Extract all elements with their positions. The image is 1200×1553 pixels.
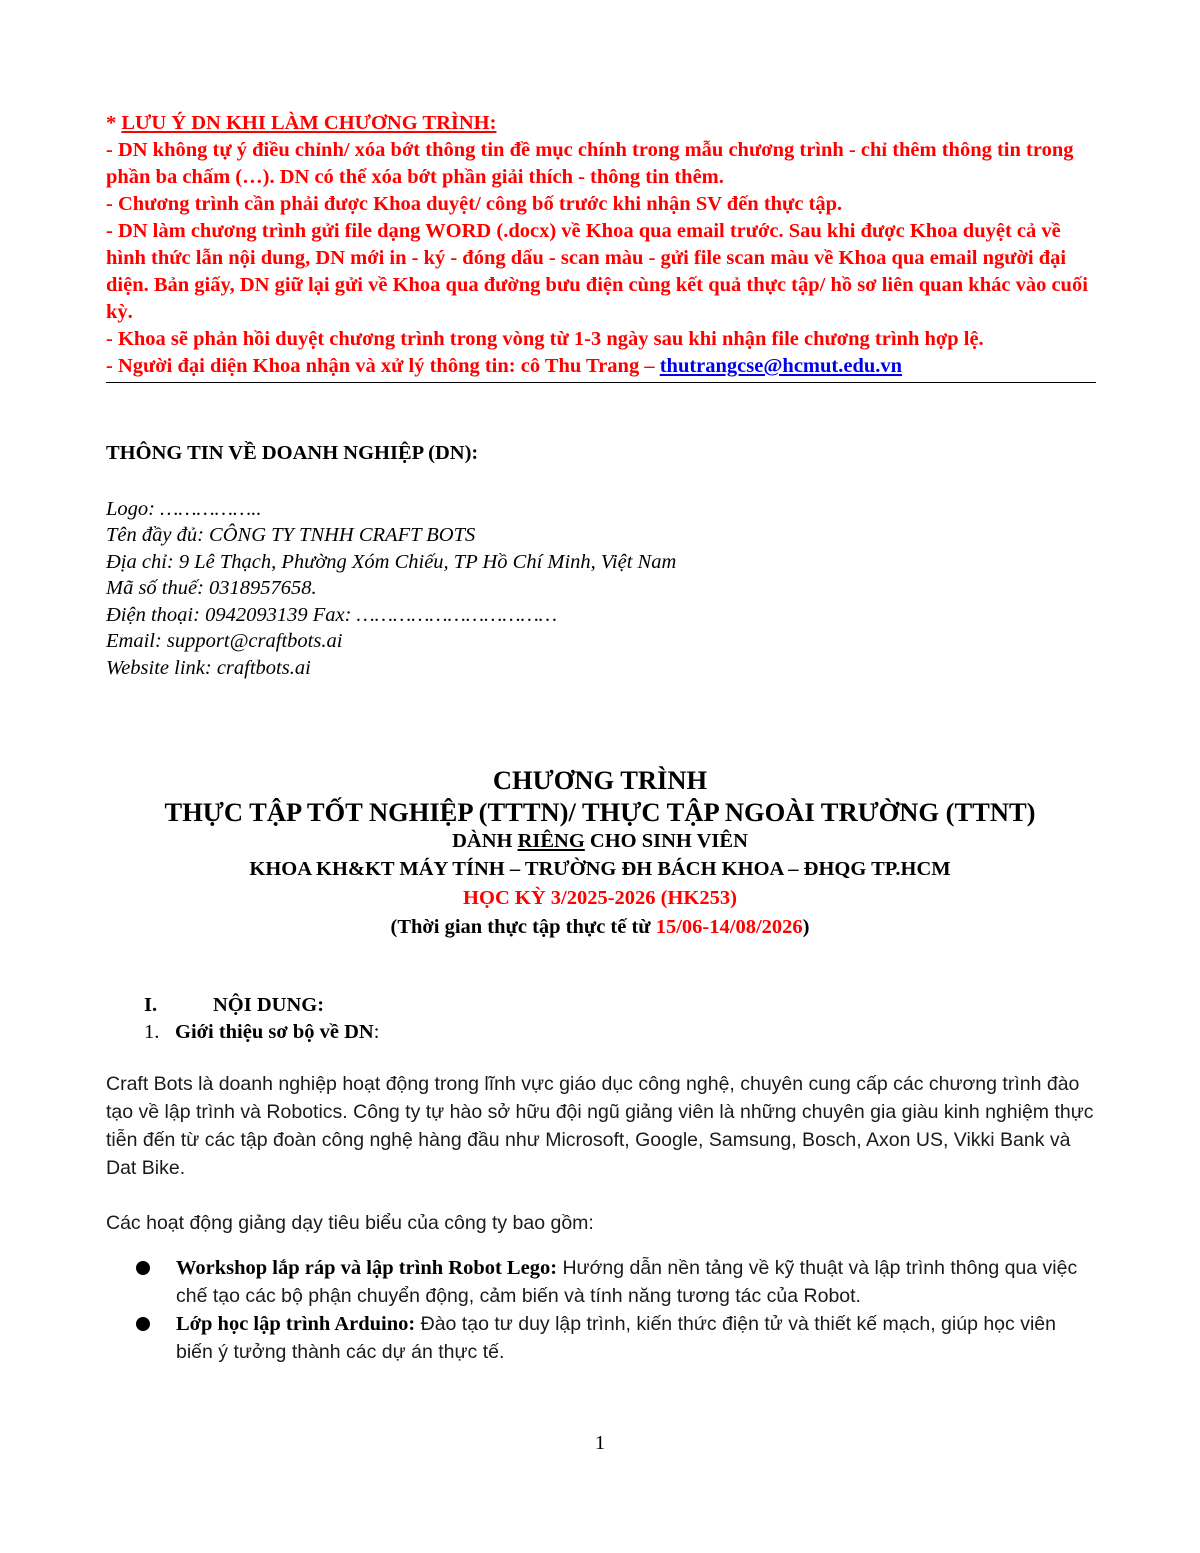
notice-heading: * LƯU Ý DN KHI LÀM CHƯƠNG TRÌNH: — [106, 112, 497, 134]
company-email: Email: support@craftbots.ai — [106, 630, 343, 652]
company-address: Địa chỉ: 9 Lê Thạch, Phường Xóm Chiếu, TP Hồ Chí Minh, Việt Nam — [106, 550, 677, 573]
activities-list — [106, 1254, 1096, 1366]
title-line-3: DÀNH RIÊNG CHO SINH VIÊN — [452, 830, 748, 852]
notice-line: - DN làm chương trình gửi file dạng WORD (.docx) về Khoa qua email trước. Sau khi được Khoa duyệt cả về hình thức lẫn nội dung, DN mới in - ký - đóng dấu - scan màu - gửi file scan màu về Khoa qua email người đại diện. Bản giấy, DN giữ lại gửi về Khoa qua đường bưu điện cùng kết quả thực tập/ hồ sơ liên quan khác vào cuối kỳ. — [106, 220, 1088, 323]
page-number: 1 — [594, 1432, 606, 1454]
list-item — [106, 1254, 1096, 1310]
company-full-name: Tên đầy đủ: CÔNG TY TNHH CRAFT BOTS — [106, 524, 476, 546]
bullet-icon — [106, 1254, 176, 1310]
intro-paragraph: Craft Bots là doanh nghiệp hoạt động trong lĩnh vực giáo dục công nghệ, chuyên cung cấp các chương trình đào tạo về lập trình và Robotics. Công ty tự hào sở hữu đội ngũ giảng viên là những chuyên gia giàu kinh nghiệm thực tiễn đến từ các tập đoàn công nghệ hàng đầu như Microsoft, Google, Samsung, Bosch, Axon US, Vikki Bank và Dat Bike. — [106, 1073, 1094, 1179]
contact-email-link[interactable]: thutrangcse@hcmut.edu.vn — [659, 355, 903, 377]
notice-line: - Chương trình cần phải được Khoa duyệt/ công bố trước khi nhận SV đến thực tập. — [106, 193, 843, 215]
company-phone: Điện thoại: 0942093139 Fax: …………………………… — [106, 603, 558, 626]
bullet-icon — [106, 1310, 176, 1366]
title-line-2: THỰC TẬP TỐT NGHIỆP (TTTN)/ THỰC TẬP NGOÀI TRƯỜNG (TTNT) — [164, 797, 1036, 827]
list-item-title: Lớp học lập trình Arduino: — [176, 1313, 416, 1335]
section-title: NỘI DUNG: — [213, 994, 325, 1016]
company-info — [106, 440, 1096, 681]
content-section — [106, 992, 1096, 1046]
intro-paragraph: Các hoạt động giảng dạy tiêu biểu của công ty bao gồm: — [106, 1212, 594, 1234]
notice-line: - DN không tự ý điều chỉnh/ xóa bớt thông tin đề mục chính trong mẫu chương trình - chỉ thêm thông tin trong phần ba chấm (…). DN có thể xóa bớt phần giải thích - thông tin thêm. — [106, 139, 1074, 188]
notice-block — [106, 110, 1096, 383]
section-heading — [106, 992, 1096, 1019]
section-number: I. — [144, 994, 158, 1016]
list-item-text: Hướng dẫn nền tảng về kỹ thuật và lập trình thông qua việc chế tạo các bộ phận chuyển động, cảm biến và tính năng tương tác của Robot. — [176, 1257, 1078, 1307]
list-item-text: Đào tạo tư duy lập trình, kiến thức điện tử và thiết kế mạch, giúp học viên biến ý tưởng thành các dự án thực tế. — [176, 1313, 1056, 1363]
subsection-title: Giới thiệu sơ bộ về DN — [175, 1021, 374, 1043]
program-title — [0, 764, 1200, 942]
notice-line: - Khoa sẽ phản hồi duyệt chương trình trong vòng từ 1-3 ngày sau khi nhận file chương trình hợp lệ. — [106, 328, 984, 350]
company-logo: Logo: …………….. — [106, 497, 262, 520]
title-line-1: CHƯƠNG TRÌNH — [492, 765, 708, 795]
company-website: Website link: craftbots.ai — [106, 656, 311, 679]
list-item — [106, 1310, 1096, 1366]
company-tax-code: Mã số thuế: 0318957658. — [106, 577, 317, 599]
title-semester: HỌC KỲ 3/2025-2026 (HK253) — [463, 887, 737, 909]
intro-text — [106, 1070, 1096, 1264]
notice-contact: - Người đại diện Khoa nhận và xử lý thông tin: cô Thu Trang – thutrangcse@hcmut.edu.vn — [106, 355, 903, 377]
subsection-number: 1. — [144, 1021, 160, 1043]
company-heading: THÔNG TIN VỀ DOANH NGHIỆP (DN): — [106, 442, 479, 464]
subsection-heading: 1. Giới thiệu sơ bộ về DN: — [106, 1019, 1096, 1046]
list-item-title: Workshop lắp ráp và lập trình Robot Lego: — [176, 1257, 558, 1279]
title-period: (Thời gian thực tập thực tế từ 15/06-14/08/2026) — [390, 916, 810, 938]
title-line-4: KHOA KH&KT MÁY TÍNH – TRƯỜNG ĐH BÁCH KHOA – ĐHQG TP.HCM — [249, 858, 951, 880]
